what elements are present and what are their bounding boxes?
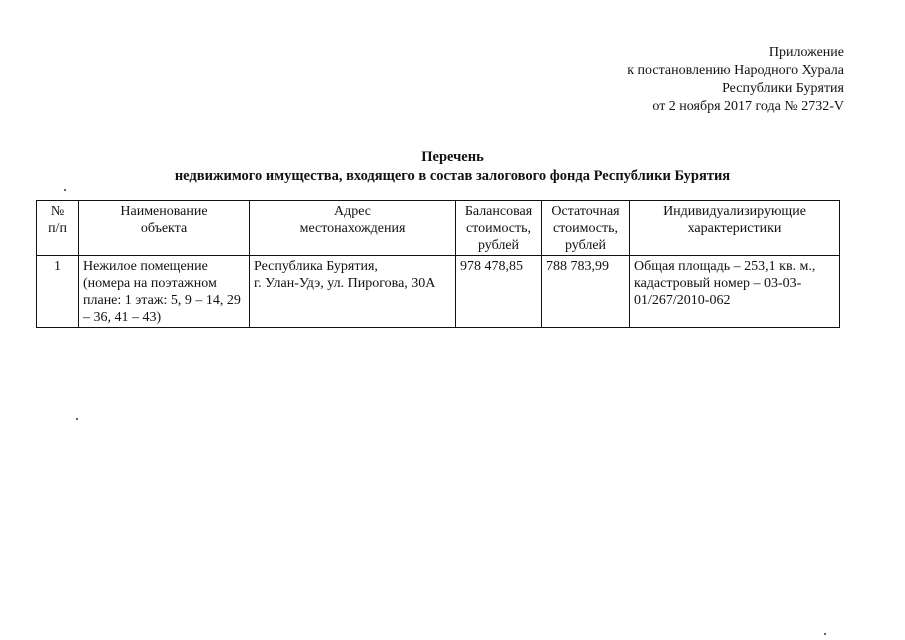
cell-address: Республика Бурятия, г. Улан-Удэ, ул. Пирогова, 30А xyxy=(250,256,456,328)
annex-line: Приложение xyxy=(768,45,844,60)
property-table xyxy=(36,200,840,328)
document-title xyxy=(0,148,905,186)
table-row xyxy=(37,256,840,328)
annex-block xyxy=(627,44,844,116)
annex-line: Республики Бурятия xyxy=(722,81,844,96)
header-name: Наименование объекта xyxy=(79,201,250,256)
cell-residual-value: 788 783,99 xyxy=(542,256,630,328)
cell-balance-value: 978 478,85 xyxy=(456,256,542,328)
annex-line: от 2 ноября 2017 года № 2732-V xyxy=(652,99,844,114)
header-number: № п/п xyxy=(37,201,79,256)
header-characteristics: Индивидуализирующие характеристики xyxy=(630,201,840,256)
scan-speck xyxy=(64,189,66,191)
header-address: Адрес местонахождения xyxy=(250,201,456,256)
cell-name: Нежилое помещение (номера на поэтажном плане: 1 этаж: 5, 9 – 14, 29 – 36, 41 – 43) xyxy=(79,256,250,328)
scan-speck xyxy=(824,633,826,635)
cell-number: 1 xyxy=(37,256,79,328)
header-residual-value: Остаточная стоимость, рублей xyxy=(542,201,630,256)
title-line: недвижимого имущества, входящего в состав залогового фонда Республики Бурятия xyxy=(174,168,731,184)
cell-characteristics: Общая площадь – 253,1 кв. м., кадастровый номер – 03-03-01/267/2010-062 xyxy=(630,256,840,328)
header-balance-value: Балансовая стоимость, рублей xyxy=(456,201,542,256)
annex-line: к постановлению Народного Хурала xyxy=(627,63,844,78)
scan-speck xyxy=(76,418,78,420)
table-header-row xyxy=(37,201,840,256)
title-line: Перечень xyxy=(421,149,484,165)
